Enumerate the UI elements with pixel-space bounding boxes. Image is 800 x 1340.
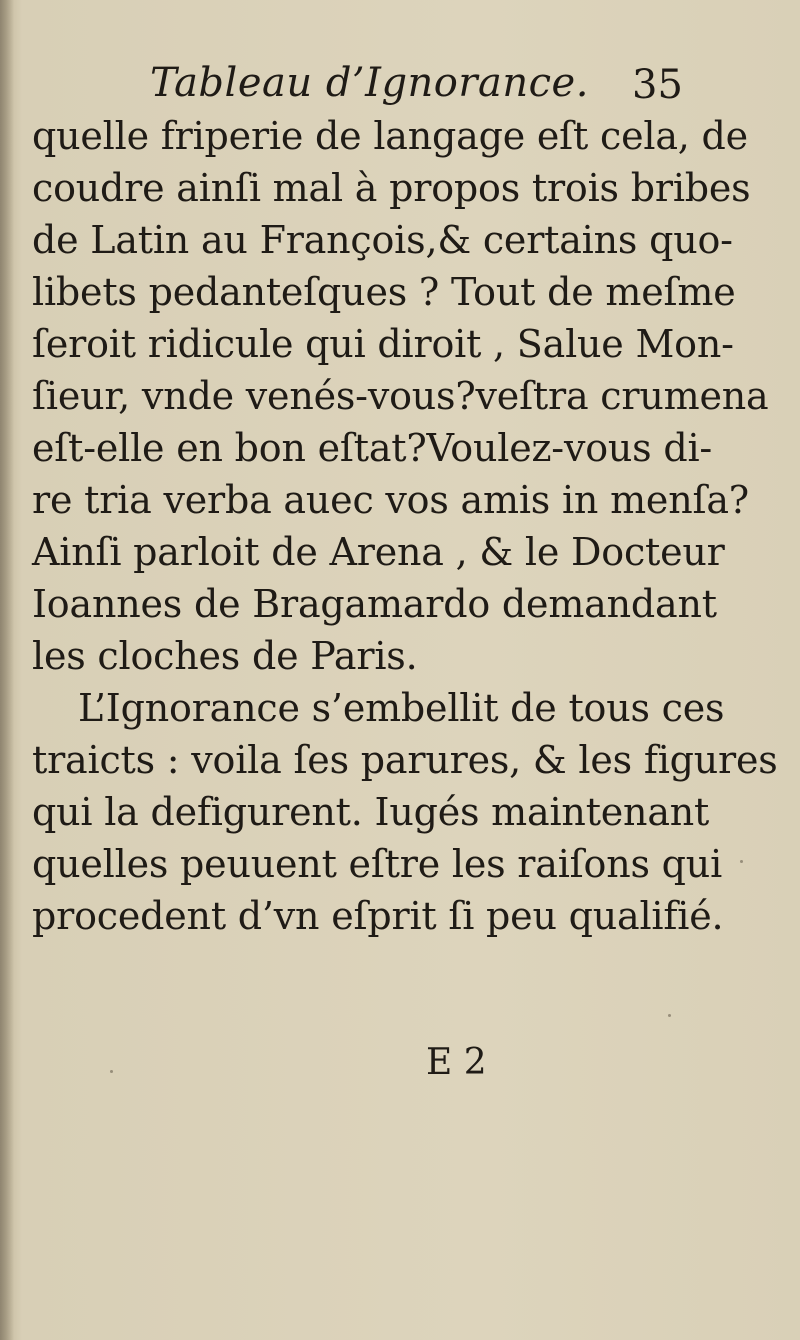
text-line: eſt-elle en bon eſtat?Voulez-vous di-: [32, 426, 713, 470]
text-line: Ainſi parloit de Arena , & le Docteur: [32, 530, 725, 574]
body-text: [32, 110, 778, 942]
paper-speck: [740, 860, 743, 863]
page-header: [0, 60, 800, 110]
text-line-paragraph-start: L’Ignorance s’embellit de tous ces: [78, 686, 725, 730]
text-line: les cloches de Paris.: [32, 634, 418, 678]
text-line: re tria verba auec vos amis in menſa?: [32, 478, 749, 522]
paper-speck: [668, 1014, 671, 1017]
text-line: quelle friperie de langage eſt cela, de: [32, 114, 748, 158]
text-line: traicts : voila ſes parures, & les figures: [32, 738, 778, 782]
page-footer: [0, 1042, 800, 1102]
running-title: Tableau d’Ignorance.: [150, 60, 589, 106]
gutter-shadow: [0, 0, 14, 1340]
text-line: coudre ainſi mal à propos trois bribes: [32, 166, 751, 210]
text-line: qui la defigurent. Iugés maintenant: [32, 790, 710, 834]
text-line: de Latin au François,& certains quo-: [32, 218, 733, 262]
signature-mark: E 2: [426, 1042, 487, 1083]
text-line: quelles peuuent eſtre les raiſons qui: [32, 842, 723, 886]
text-line: procedent d’vn eſprit ſi peu qualifié.: [32, 894, 724, 938]
text-line: ſeroit ridicule qui diroit , Salue Mon-: [32, 322, 734, 366]
paper-speck: [110, 1070, 113, 1073]
text-line: ſieur, vnde venés-vous?veſtra crumena: [32, 374, 769, 418]
text-line: libets pedanteſques ? Tout de meſme: [32, 270, 736, 314]
page-number: 35: [632, 62, 683, 108]
text-line: Ioannes de Bragamardo demandant: [32, 582, 717, 626]
